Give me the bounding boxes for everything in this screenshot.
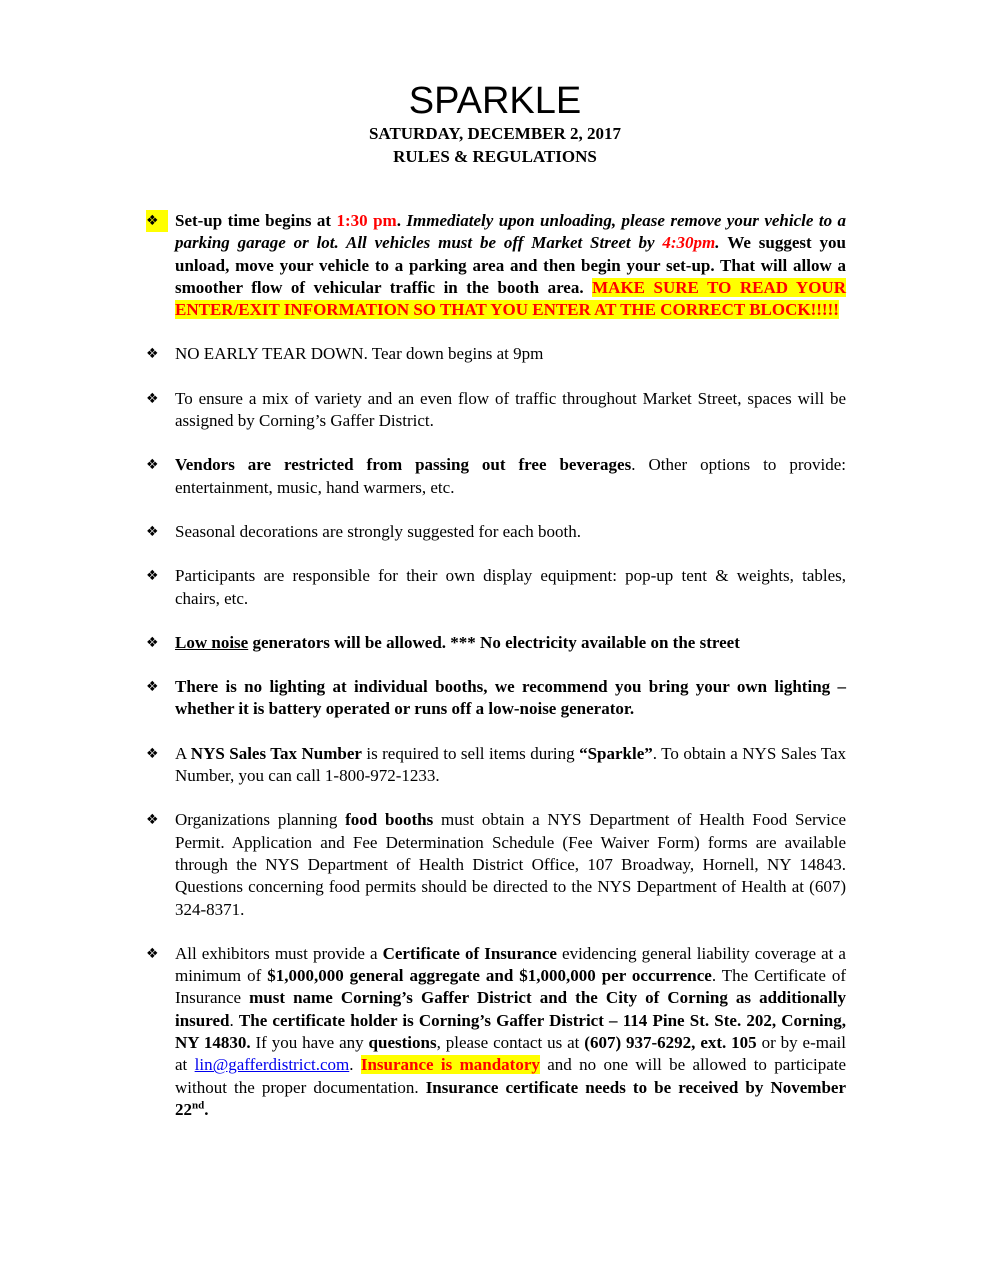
rule-text: evidencing general liability coverage at a minimum of [175,943,846,986]
diamond-bullet-icon: ❖ [146,945,159,962]
rule-text: Set-up time begins at [175,211,337,230]
rule-text: is required to sell items during [361,743,580,763]
rule-text: , please contact us at [436,1033,585,1053]
diamond-bullet-icon: ❖ [146,390,159,407]
page-title: SPARKLE [408,80,582,122]
rule-text: Organizations planning [175,810,346,830]
rule-text: . [715,233,728,253]
rule-text: or by e-mail at [175,1033,846,1075]
rule-tear-down [146,343,846,365]
rule-text: . To obtain a NYS Sales Tax Number, you can call 1-800-972-1233. [175,743,846,786]
rule-text: Vendors are restricted from passing out free beverages [175,455,632,475]
page-subtitle: RULES & REGULATIONS [393,147,597,166]
diamond-bullet-icon: ❖ [146,523,159,540]
rule-text: food booths [345,810,434,830]
diamond-bullet-icon: ❖ [146,568,159,585]
rule-text: A [175,743,191,763]
rule-text: All exhibitors must provide a [175,943,383,963]
rule-text: Immediately upon unloading, please remove your vehicle to a parking garage or lot. All vehicles must be off Market Street by [175,211,847,253]
rule-space-assignment [146,388,846,433]
rule-text: If you have any [250,1033,369,1053]
rule-text: . [349,1055,361,1075]
rule-text: generators will be allowed. *** No electricity available on the street [248,632,740,652]
rule-text: NYS Sales Tax Number [190,743,362,763]
enter-exit-warning: MAKE SURE TO READ YOUR ENTER/EXIT INFORMATION SO THAT YOU ENTER AT THE CORRECT BLOCK!!!!! [175,277,846,320]
rule-text: There is no lighting at individual booths, we recommend you bring your own lighting – whether it is battery operated or runs off a low-noise generator. [175,677,846,719]
diamond-bullet-icon: ❖ [146,679,159,696]
diamond-bullet-icon: ❖ [146,210,168,232]
rule-text: NO EARLY TEAR DOWN. Tear down begins at 9pm [175,344,544,364]
rule-text: . Other options to provide: entertainment, music, hand warmers, etc. [175,455,846,497]
ordinal-suffix: nd [192,1099,205,1112]
rule-text: To ensure a mix of variety and an even flow of traffic throughout Market Street, spaces will be assigned by Corning’s Gaffer District. [175,388,846,431]
diamond-bullet-icon: ❖ [146,812,159,829]
rule-text: Seasonal decorations are strongly suggested for each booth. [175,521,581,541]
rule-text: . [396,211,407,230]
email-link[interactable]: lin@gafferdistrict.com [194,1055,350,1075]
vehicle-deadline: 4:30pm [662,233,716,253]
rules-list [146,210,846,1143]
rule-text: . The Certificate of Insurance [175,966,846,1008]
event-date: SATURDAY, DECEMBER 2, 2017 [368,124,622,143]
insurance-mandatory-warning: Insurance is mandatory [360,1055,540,1075]
rule-setup-time [146,210,846,321]
rule-text: . [229,1010,239,1030]
rule-text: Insurance certificate needs to be received by November 22 [175,1077,846,1119]
rule-text: $1,000,000 general aggregate and $1,000,000 per occurrence [267,966,712,986]
rule-equipment [146,565,846,610]
rule-generators [146,632,846,654]
rule-lighting [146,676,846,721]
rule-text: . [204,1099,209,1119]
diamond-bullet-icon: ❖ [146,457,159,474]
contact-phone: (607) 937-6292, ext. 105 [584,1033,757,1053]
rule-text: Certificate of Insurance [382,943,557,963]
rule-text: “Sparkle” [579,743,653,763]
rule-food-booths [146,809,846,920]
rule-text: Participants are responsible for their own display equipment: pop-up tent & weights, tables, chairs, etc. [175,566,846,608]
diamond-bullet-icon: ❖ [146,745,159,762]
setup-time: 1:30 pm [336,211,397,230]
diamond-bullet-icon: ❖ [146,346,159,363]
rule-text: The certificate holder is Corning’s Gaffer District – 114 Pine St. Ste. 202, Corning, NY 14830. [175,1010,846,1053]
rule-beverages [146,454,846,499]
diamond-bullet-icon: ❖ [146,634,159,651]
rule-text: must obtain a NYS Department of Health Food Service Permit. Application and Fee Determination Schedule (Fee Waiver Form) forms are available through the NYS Department of Health District Office, 107 Broadway, Hornell, NY 14843. Questions concerning food permits should be directed to the NYS Department of Health at (607) 324-8371. [175,810,846,919]
rule-text: Low noise [175,632,249,652]
rule-text: We suggest you unload, move your vehicle to a parking area and then begin your set-up. That will allow a smoother flow of vehicular traffic in the booth area. [175,233,846,297]
rule-decorations [146,521,846,543]
rule-text: questions [368,1033,437,1053]
rule-sales-tax [146,743,846,788]
rule-text: must name Corning’s Gaffer District and the City of Corning as additionally insured [175,988,846,1030]
rule-text: and no one will be allowed to participate without the proper documentation. [175,1055,847,1097]
rule-insurance [146,943,846,1121]
